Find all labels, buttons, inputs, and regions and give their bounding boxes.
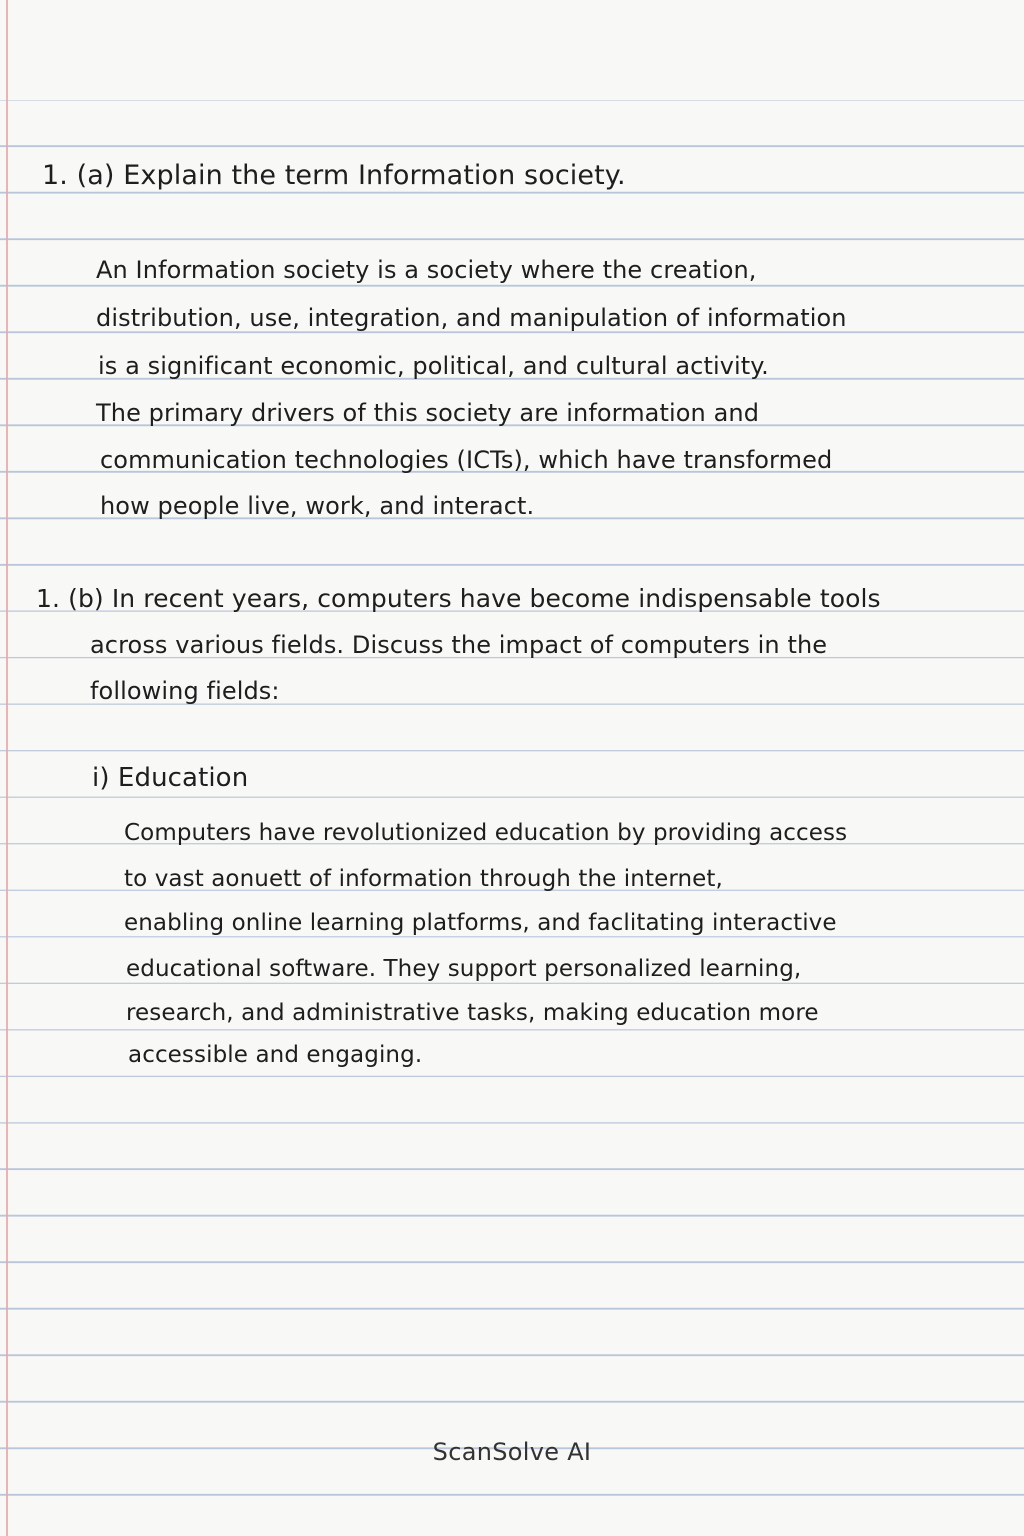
question-b-line-1: 1. (b) In recent years, computers have become indispensable tools [36, 584, 881, 613]
page-top-margin [0, 0, 1024, 100]
answer-a-line-3: is a significant economic, political, and cultural activity. [98, 352, 769, 380]
subsection-education-heading: i) Education [92, 763, 249, 793]
education-line-4: educational software. They support personalized learning, [126, 956, 802, 982]
answer-a-line-4: The primary drivers of this society are information and [96, 399, 760, 427]
question-a: 1. (a) Explain the term Information society. [42, 160, 626, 191]
education-line-1: Computers have revolutionized education by providing access [124, 820, 848, 846]
answer-a-line-2: distribution, use, integration, and manipulation of information [96, 304, 847, 332]
education-line-6: accessible and engaging. [128, 1042, 423, 1068]
education-line-2: to vast aonuett of information through the internet, [124, 866, 723, 892]
red-margin-line [6, 0, 8, 1536]
education-line-3: enabling online learning platforms, and faclitating interactive [124, 910, 837, 936]
education-line-5: research, and administrative tasks, making education more [126, 1000, 819, 1026]
answer-a-line-5: communication technologies (ICTs), which have transformed [100, 446, 833, 474]
answer-a-line-6: how people live, work, and interact. [100, 492, 535, 520]
brand-footer: ScanSolve AI [432, 1438, 592, 1466]
answer-a-line-1: An Information society is a society where the creation, [96, 256, 757, 284]
question-b-line-3: following fields: [90, 677, 280, 705]
question-b-line-2: across various fields. Discuss the impact of computers in the [90, 631, 828, 659]
